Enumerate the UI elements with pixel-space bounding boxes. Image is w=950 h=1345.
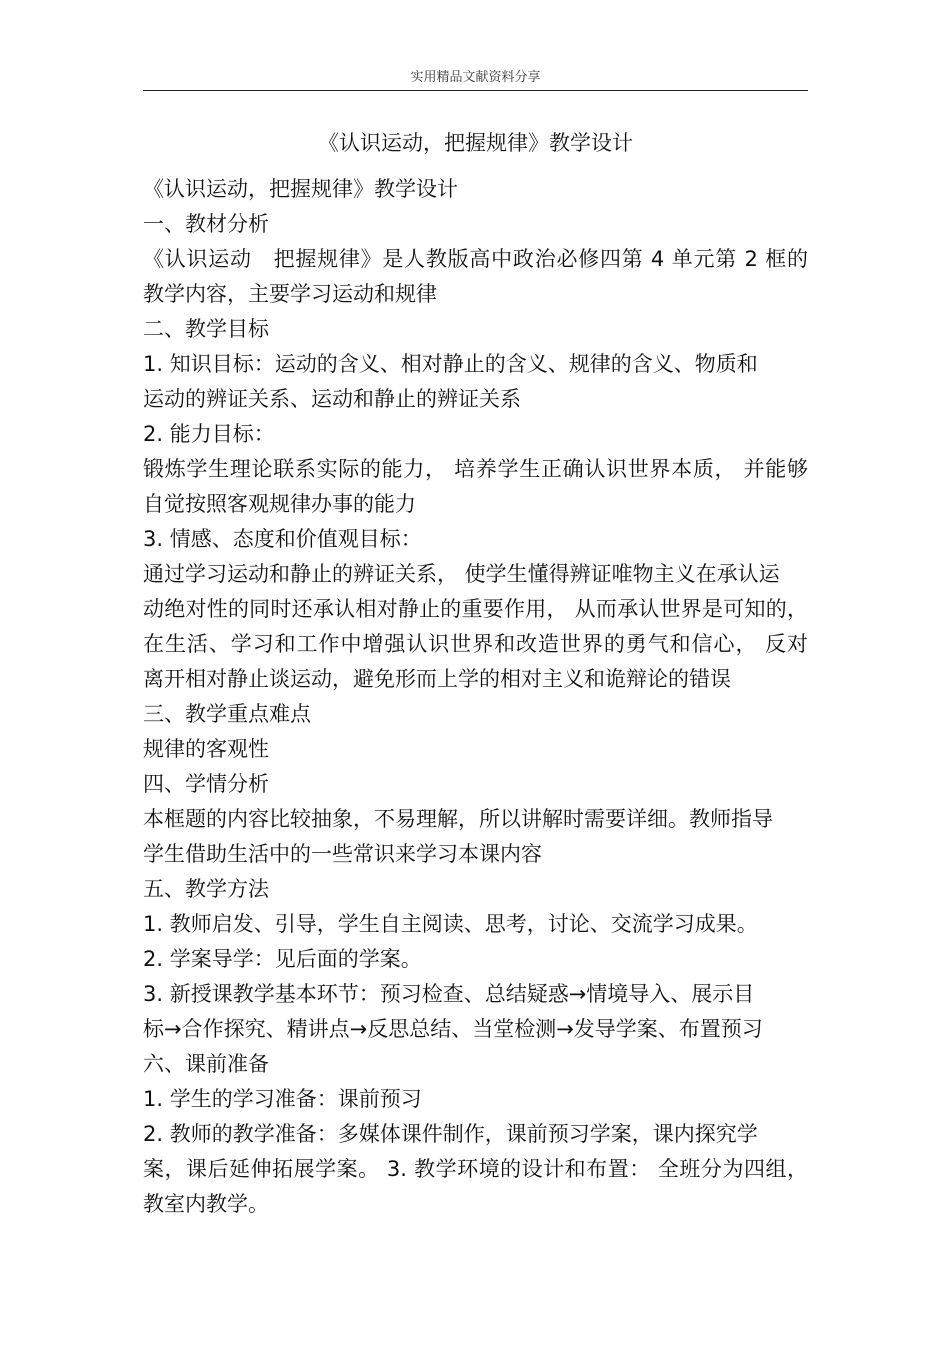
body-line: 动绝对性的同时还承认相对静止的重要作用， 从而承认世界是可知的，	[143, 597, 808, 621]
body-line: 通过学习运动和静止的辨证关系， 使学生懂得辨证唯物主义在承认运	[143, 562, 780, 586]
body-line: 六、课前准备	[143, 1052, 269, 1076]
body-line: 一、教材分析	[143, 212, 269, 236]
body-line: 2. 能力目标：	[143, 422, 275, 446]
body-line: 锻炼学生理论联系实际的能力， 培养学生正确认识世界本质， 并能够	[143, 457, 808, 481]
body-line: 离开相对静止谈运动，避免形而上学的相对主义和诡辩论的错误	[143, 667, 731, 691]
body-line: 1. 教师启发、引导，学生自主阅读、思考，讨论、交流学习成果。	[143, 912, 758, 936]
body-line: 3. 情感、态度和价值观目标：	[143, 527, 422, 551]
body-line: 3. 新授课教学基本环节：预习检查、总结疑惑→情境导入、展示目	[143, 982, 755, 1006]
body-line: 1. 学生的学习准备：课前预习	[143, 1087, 422, 1111]
body-line: 二、教学目标	[143, 317, 269, 341]
document-body	[143, 172, 808, 1222]
body-line: 三、教学重点难点	[143, 702, 311, 726]
body-line: 教室内教学。	[143, 1192, 269, 1216]
body-line: 运动的辨证关系、运动和静止的辨证关系	[143, 387, 521, 411]
header-divider	[143, 90, 808, 91]
body-line: 《认识运动 把握规律》是人教版高中政治必修四第 4 单元第 2 框的	[143, 247, 808, 271]
body-line: 在生活、学习和工作中增强认识世界和改造世界的勇气和信心， 反对	[143, 632, 808, 656]
body-line: 四、学情分析	[143, 772, 269, 796]
body-line: 自觉按照客观规律办事的能力	[143, 492, 416, 516]
body-line: 1. 知识目标：运动的含义、相对静止的含义、规律的含义、物质和	[143, 352, 758, 376]
body-line: 本框题的内容比较抽象，不易理解，所以讲解时需要详细。教师指导	[143, 807, 773, 831]
body-line: 《认识运动，把握规律》教学设计	[143, 177, 458, 201]
body-line: 教学内容，主要学习运动和规律	[143, 282, 437, 306]
body-line: 2. 教师的教学准备：多媒体课件制作，课前预习学案，课内探究学	[143, 1122, 758, 1146]
body-line: 学生借助生活中的一些常识来学习本课内容	[143, 842, 542, 866]
body-line: 标→合作探究、精讲点→反思总结、当堂检测→发导学案、布置预习	[143, 1017, 763, 1041]
body-line: 规律的客观性	[143, 737, 269, 761]
body-line: 2. 学案导学：见后面的学案。	[143, 947, 422, 971]
document-title: 《认识运动，把握规律》教学设计	[318, 131, 633, 155]
body-line: 案，课后延伸拓展学案。 3. 教学环境的设计和布置： 全班分为四组，	[143, 1157, 808, 1181]
page-header: 实用精品文献资料分享	[410, 70, 541, 85]
body-line: 五、教学方法	[143, 877, 269, 901]
